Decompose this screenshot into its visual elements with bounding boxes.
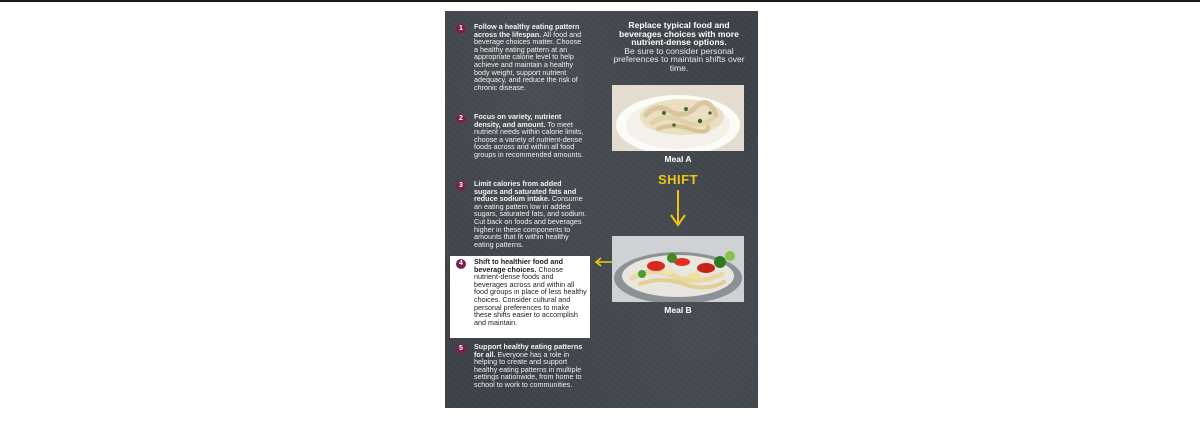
shift-label: SHIFT xyxy=(657,172,699,187)
item-body: All food and beverage choices matter. Choose a healthy eating pattern at an appropriate calorie level to help achieve and maintain a healthy body weight, support nutrient adequacy, and reduce the risk of chronic disease. xyxy=(474,29,582,92)
item-body: To meet nutrient needs within calorie limits, choose a variety of nutrient-dense foods across and within all food groups in recommended amounts. xyxy=(474,119,584,159)
item-heading: Support healthy eating patterns for all. xyxy=(474,342,583,359)
item-number-badge: 4 xyxy=(456,259,466,269)
intro-normal: Be sure to consider personal preferences to maintain shifts over time. xyxy=(613,45,745,73)
dietary-guidelines-poster xyxy=(445,11,758,408)
item-body: Everyone has a role in helping to create and support healthy eating patterns in multiple settings nationwide, from home to school to work to communities. xyxy=(474,349,582,389)
item-number-badge: 1 xyxy=(456,24,466,34)
item-heading: Shift to healthier food and beverage choices. xyxy=(474,257,564,274)
arrow-left-icon xyxy=(595,257,613,267)
arrow-down-icon xyxy=(669,189,687,227)
guideline-item-3 xyxy=(450,178,590,254)
meal-a-label: Meal A xyxy=(664,154,692,164)
guideline-item-2 xyxy=(450,111,590,173)
shift-intro-text xyxy=(606,21,752,73)
meal-b-photo xyxy=(612,236,744,302)
item-number-badge: 2 xyxy=(456,114,466,124)
item-body: Consume an eating pattern low in added sugars, saturated fats, and sodium. Cut back on foods and beverages higher in these components to amounts that fit within healthy eating patterns. xyxy=(474,194,587,249)
item-number-badge: 5 xyxy=(456,344,466,354)
top-border-line xyxy=(0,0,1200,2)
item-body: Choose nutrient-dense foods and beverages across and within all food groups in place of less healthy choices. Consider cultural and personal preferences to make these shifts easier to accomplish and maintain. xyxy=(474,264,587,327)
meal-b-label: Meal B xyxy=(664,305,692,315)
item-heading: Limit calories from added sugars and saturated fats and reduce sodium intake. xyxy=(474,179,577,204)
vegetable-pasta-illustration xyxy=(612,236,744,302)
intro-bold: Replace typical food and beverages choices with more nutrient-dense options. xyxy=(619,20,739,48)
creamy-pasta-illustration xyxy=(612,85,744,151)
item-number-badge: 3 xyxy=(456,181,466,191)
guideline-item-4 xyxy=(450,256,590,338)
item-heading: Follow a healthy eating pattern across the lifespan. xyxy=(474,22,580,39)
item-heading: Focus on variety, nutrient density, and amount. xyxy=(474,112,562,129)
meal-a-photo xyxy=(612,85,744,151)
guideline-item-5 xyxy=(450,341,590,403)
guideline-item-1 xyxy=(450,21,590,107)
